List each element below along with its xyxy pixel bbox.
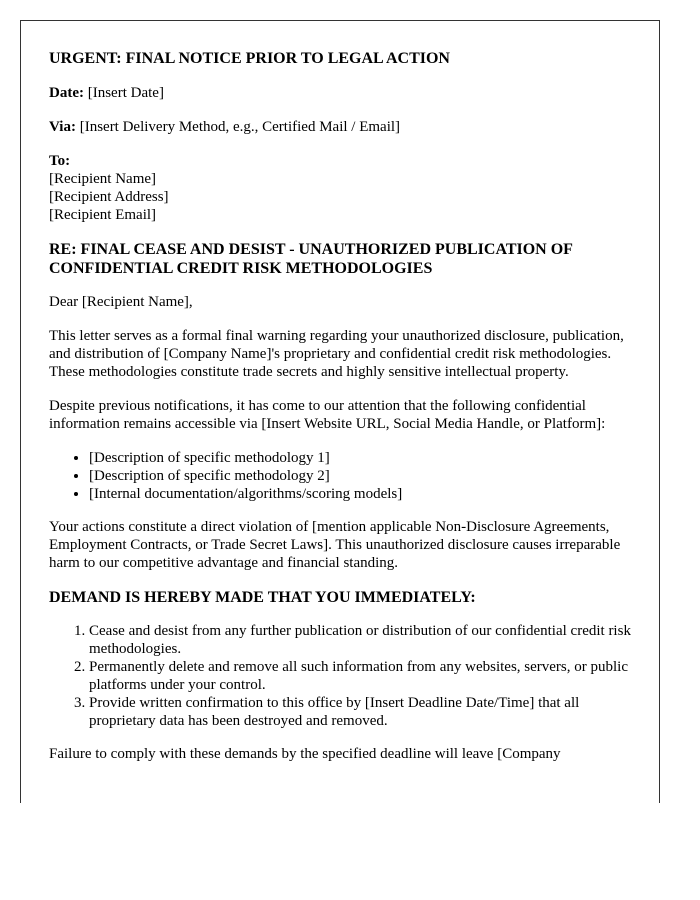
- paragraph-violation: Your actions constitute a direct violation of [mention applicable Non-Disclosure Agreements, Employment Contracts, or Trade Secret Laws]. This unauthorized disclosure causes irreparable harm to our competitive advantage and financial standing.: [49, 519, 621, 571]
- via-label: Via:: [49, 119, 76, 135]
- demand-list: [49, 622, 631, 730]
- list-item: 2. Permanently delete and remove all such information from any websites, servers, or public platforms under your control.: [89, 658, 631, 694]
- letter-title: URGENT: FINAL NOTICE PRIOR TO LEGAL ACTION: [49, 50, 450, 67]
- methodology-list: [49, 449, 631, 503]
- paragraph-notice: Despite previous notifications, it has come to our attention that the following confidential information remains accessible via [Insert Website URL, Social Media Handle, or Platform]:: [49, 398, 606, 432]
- via-value: [Insert Delivery Method, e.g., Certified Mail / Email]: [75, 119, 401, 135]
- via-line: [49, 118, 631, 136]
- subject-line: RE: FINAL CEASE AND DESIST - UNAUTHORIZED PUBLICATION OF CONFIDENTIAL CREDIT RISK METHODOLOGIES: [49, 241, 573, 277]
- recipient-name: [Recipient Name]: [49, 171, 157, 187]
- list-item: • [Description of specific methodology 2]: [89, 467, 631, 485]
- date-value: [Insert Date]: [83, 85, 164, 101]
- list-item: • [Description of specific methodology 1]: [89, 449, 631, 467]
- recipient-email: [Recipient Email]: [49, 207, 157, 223]
- salutation: Dear [Recipient Name],: [49, 294, 193, 310]
- list-item: • [Internal documentation/algorithms/scoring models]: [89, 485, 631, 503]
- list-item: 3. Provide written confirmation to this office by [Insert Deadline Date/Time] that all proprietary data has been destroyed and removed.: [89, 694, 631, 730]
- to-label: To:: [49, 153, 71, 169]
- date-label: Date:: [49, 85, 84, 101]
- recipient-block: [49, 152, 631, 224]
- list-item: 1. Cease and desist from any further publication or distribution of our confidential credit risk methodologies.: [89, 622, 631, 658]
- letter-page: [20, 20, 660, 803]
- paragraph-consequence: Failure to comply with these demands by the specified deadline will leave [Company: [49, 746, 561, 762]
- date-line: [49, 84, 631, 102]
- demand-heading: DEMAND IS HEREBY MADE THAT YOU IMMEDIATELY:: [49, 589, 476, 606]
- letter-content: [21, 21, 659, 763]
- paragraph-intro: This letter serves as a formal final warning regarding your unauthorized disclosure, publication, and distribution of [Company Name]'s proprietary and confidential credit risk methodologies. These methodologies constitute trade secrets and highly sensitive intellectual property.: [49, 328, 624, 380]
- recipient-address: [Recipient Address]: [49, 189, 169, 205]
